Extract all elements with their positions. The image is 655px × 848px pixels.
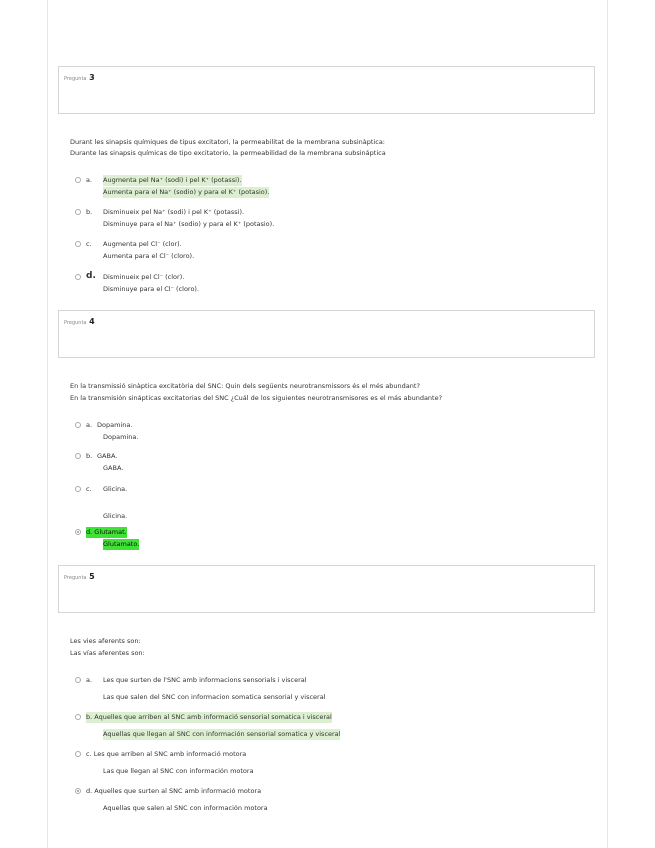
question-5-header: [58, 565, 595, 613]
question-4-prompt-ca: En la transmissió sinàptica excitatòria del SNC: Quin dels següents neurotransmissors és el més abundant?: [70, 382, 420, 390]
question-4-option-b[interactable]: [75, 451, 595, 473]
question-number: 5: [89, 572, 95, 581]
radio-button[interactable]: [75, 453, 81, 459]
radio-button[interactable]: [75, 209, 81, 215]
option-text-ca: Dopamina.: [97, 421, 133, 429]
question-5-prompt-ca: Les vies aferents son:: [70, 637, 141, 645]
question-3-prompt-es: Durante las sinapsis químicas de tipo excitatorio, la permeabilidad de la membrana subsináptica: [70, 149, 386, 157]
question-5-option-d[interactable]: [75, 786, 595, 812]
question-4-prompt-es: En la transmisión sinápticas excitatorias del SNC ¿Cuál de los siguientes neurotransmisores es el más abundante?: [70, 394, 443, 402]
question-number: 4: [89, 317, 95, 326]
option-letter: d.: [86, 271, 96, 281]
option-text-es: Disminuye para el Cl⁻ (cloro).: [103, 285, 200, 293]
question-5-option-b[interactable]: [75, 712, 595, 738]
option-text-es: Glutamato.: [103, 540, 140, 548]
radio-button[interactable]: [75, 422, 81, 428]
option-text-ca: Augmenta pel Cl⁻ (clor).: [103, 240, 182, 248]
radio-button-selected[interactable]: [75, 529, 81, 535]
option-text-ca: Glicina.: [103, 485, 128, 493]
option-text-es: Dopamina.: [103, 433, 139, 441]
question-number: 3: [89, 73, 95, 82]
option-text-es: Glicina.: [103, 512, 128, 520]
option-text-ca: GABA.: [97, 452, 118, 460]
option-letter: b.: [86, 452, 93, 460]
question-3-option-a[interactable]: [75, 175, 595, 197]
question-3-option-c[interactable]: [75, 239, 595, 261]
option-text-es: Las que salen del SNC con informacion somatica sensorial y visceral: [103, 693, 326, 701]
option-text-es: Aumenta para el Cl⁻ (cloro).: [103, 252, 195, 260]
question-label: Pregunta 5: [64, 572, 95, 581]
option-text-ca: d. Aquelles que surten al SNC amb informació motora: [86, 787, 262, 795]
question-4-option-a[interactable]: [75, 420, 595, 442]
radio-button[interactable]: [75, 177, 81, 183]
question-label: Pregunta 4: [64, 317, 95, 326]
question-3-header: [58, 66, 595, 114]
option-text-es: Aquellas que salen al SNC con información motora: [103, 804, 268, 812]
option-letter: a.: [86, 421, 93, 429]
option-text-ca: Disminueix pel Cl⁻ (clor).: [103, 273, 185, 281]
question-3-prompt-ca: Durant les sinapsis químiques de tipus excitatori, la permeabilitat de la membrana subsinàptica:: [70, 138, 385, 146]
option-text-ca: b. Aquelles que arriben al SNC amb informació sensorial somatica i visceral: [86, 713, 332, 721]
option-text-es: Disminuye para el Na⁺ (sodio) y para el K⁺ (potasio).: [103, 220, 275, 228]
radio-button[interactable]: [75, 677, 81, 683]
question-5-option-c[interactable]: [75, 749, 595, 775]
question-3-option-b[interactable]: [75, 207, 595, 229]
page-left-border: [47, 0, 48, 848]
question-5-option-a[interactable]: [75, 675, 595, 701]
radio-button[interactable]: [75, 274, 81, 280]
option-text-es: Aquellas que llegan al SNC con información sensorial somatica y visceral: [103, 730, 341, 738]
option-text-ca: Augmenta pel Na⁺ (sodi) i pel K⁺ (potassi).: [103, 176, 242, 184]
option-letter: c.: [86, 240, 92, 248]
radio-button[interactable]: [75, 714, 81, 720]
option-letter: b.: [86, 208, 93, 216]
question-5-prompt-es: Las vías aferentes son:: [70, 649, 145, 657]
option-letter: a.: [86, 676, 93, 684]
radio-button-selected[interactable]: [75, 788, 81, 794]
question-label: Pregunta 3: [64, 73, 95, 82]
radio-button[interactable]: [75, 751, 81, 757]
option-letter: a.: [86, 176, 93, 184]
option-text-es: GABA.: [103, 464, 124, 472]
option-text-es: Las que llegan al SNC con información motora: [103, 767, 254, 775]
radio-button[interactable]: [75, 486, 81, 492]
question-4-option-d[interactable]: [75, 527, 595, 549]
question-4-option-c[interactable]: [75, 484, 595, 524]
page-right-border: [607, 0, 608, 848]
question-4-header: [58, 310, 595, 358]
option-text-ca: Les que surten de l'SNC amb informacions sensorials i visceral: [103, 676, 307, 684]
option-text-ca: Disminueix pel Na⁺ (sodi) i pel K⁺ (potassi).: [103, 208, 245, 216]
question-3-option-d[interactable]: [75, 272, 595, 294]
radio-button[interactable]: [75, 241, 81, 247]
option-text-ca: c. Les que arriben al SNC amb informació motora: [86, 750, 247, 758]
option-letter: c.: [86, 485, 92, 493]
option-text-es: Aumenta para el Na⁺ (sodio) y para el K⁺ (potasio).: [103, 188, 270, 196]
option-text-ca: d. Glutamat.: [86, 528, 127, 536]
